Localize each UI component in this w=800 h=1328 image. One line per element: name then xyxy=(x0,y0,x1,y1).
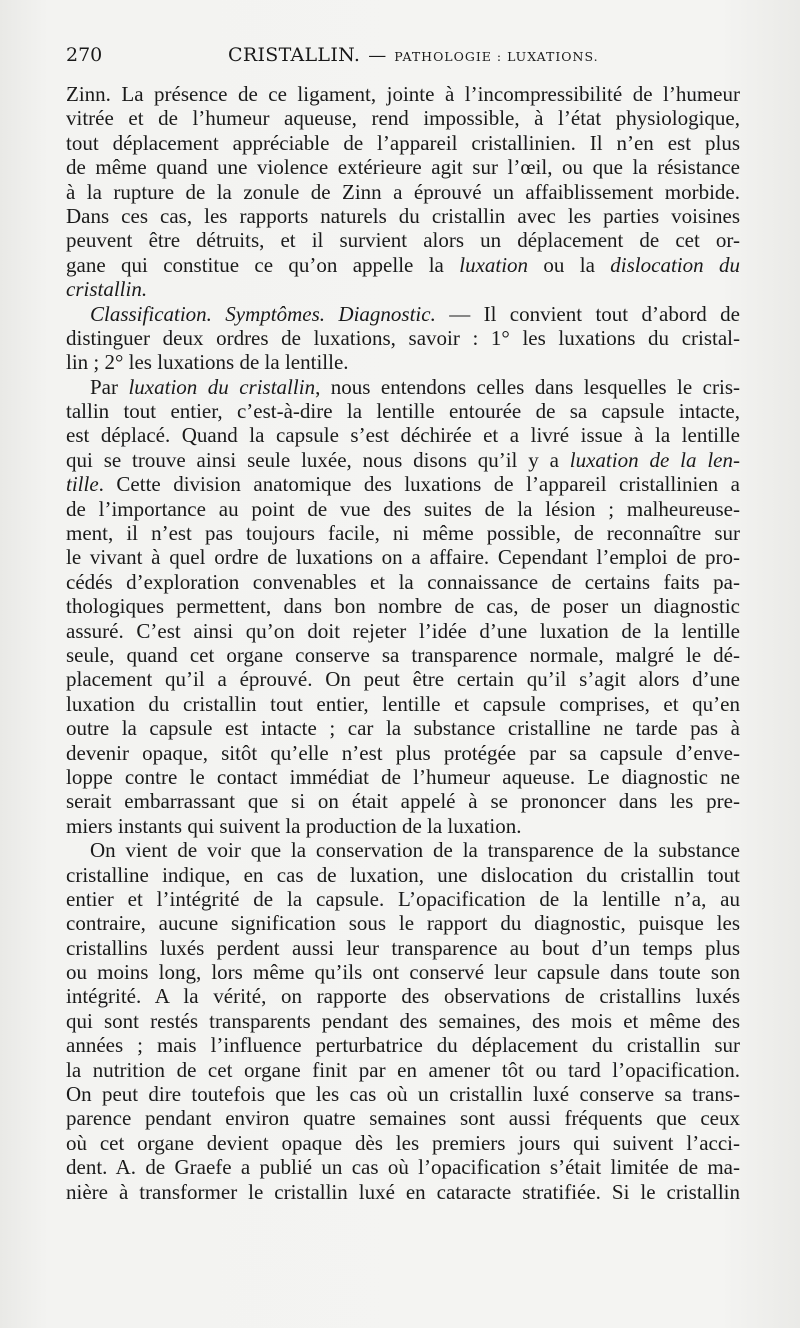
text-line xyxy=(66,643,740,667)
text-line xyxy=(66,570,740,594)
text-segment: tout déplacement appréciable de l’appareil cristallinien. Il n’en est plus xyxy=(66,130,740,155)
text-segment: années ; mais l’influence perturbatrice du déplacement du cristallin sur xyxy=(66,1033,740,1058)
text-line xyxy=(66,497,740,521)
text-line xyxy=(66,545,740,569)
text-line xyxy=(66,180,740,204)
text-line xyxy=(66,399,740,423)
text-line xyxy=(66,228,740,252)
text-segment: luxation du cristallin tout entier, lentille et capsule comprises, et qu’en xyxy=(66,691,740,716)
text-line xyxy=(66,619,740,643)
text-segment: seule, quand cet organe conserve sa transparence normale, malgré le dé- xyxy=(66,642,740,667)
text-line xyxy=(66,350,740,374)
text-line xyxy=(66,326,740,350)
text-segment: Par xyxy=(90,374,129,399)
text-line xyxy=(66,82,740,106)
italic-text: tille xyxy=(66,472,99,497)
text-segment: On peut dire toutefois que les cas où un cristallin luxé conserve sa trans- xyxy=(66,1082,740,1107)
text-line xyxy=(66,1082,740,1106)
body-text xyxy=(66,82,740,1204)
text-line xyxy=(66,253,740,277)
text-segment: de l’importance au point de vue des suites de la lésion ; malheureuse- xyxy=(66,496,740,521)
text-segment: le vivant à quel ordre de luxations on a affaire. Cependant l’emploi de pro- xyxy=(66,545,740,570)
page-header xyxy=(66,44,740,74)
text-segment: est déplacé. Quand la capsule s’est déchirée et a livré issue à la lentille xyxy=(66,423,740,448)
text-segment: qui se trouve ainsi seule luxée, nous disons qu’il y a xyxy=(66,447,570,472)
text-line xyxy=(66,448,740,472)
text-line xyxy=(66,887,740,911)
text-segment: de même quand une violence extérieure agit sur l’œil, ou que la résistance xyxy=(66,155,740,180)
text-line xyxy=(66,863,740,887)
text-segment: cristalline indique, en cas de luxation, une dislocation du cristallin tout xyxy=(66,862,740,887)
text-segment: cédés d’exploration convenables et la connaissance de certains faits pa- xyxy=(66,569,740,594)
text-line xyxy=(66,765,740,789)
text-line xyxy=(66,472,740,496)
text-line xyxy=(66,960,740,984)
text-segment: vitrée et de l’humeur aqueuse, rend impossible, à l’état physiologique, xyxy=(66,106,740,131)
text-segment: parence pendant environ quatre semaines sont aussi fréquents que ceux xyxy=(66,1106,740,1131)
text-line xyxy=(66,692,740,716)
text-line xyxy=(66,131,740,155)
paragraph xyxy=(66,302,740,375)
text-line xyxy=(66,1155,740,1179)
text-segment: assuré. C’est ainsi qu’on doit rejeter l’idée d’une luxation de la lentille xyxy=(66,618,740,643)
text-segment: ment, il n’est pas toujours facile, ni même possible, de reconnaître sur xyxy=(66,521,740,546)
running-head xyxy=(228,44,599,66)
text-segment: On vient de voir que la conservation de la transparence de la substance xyxy=(90,838,740,863)
text-segment: contraire, aucune signification sous le rapport du diagnostic, puisque les xyxy=(66,911,740,936)
text-line xyxy=(66,1058,740,1082)
text-line xyxy=(66,521,740,545)
text-line xyxy=(66,716,740,740)
text-segment: tallin tout entier, c’est-à-dire la lentille entourée de sa capsule intacte, xyxy=(66,399,740,424)
italic-text: Classification. Symptômes. Diagnostic. xyxy=(90,301,436,326)
text-line xyxy=(66,302,740,326)
text-segment: qui sont restés transparents pendant des semaines, des mois et même des xyxy=(66,1008,740,1033)
text-line xyxy=(66,1131,740,1155)
text-line xyxy=(66,741,740,765)
text-line xyxy=(66,155,740,179)
italic-text: luxation du cristallin xyxy=(128,374,316,399)
text-segment: à la rupture de la zonule de Zinn a éprouvé un affaiblissement morbide. xyxy=(66,179,740,204)
text-segment: où cet organe devient opaque dès les premiers jours qui suivent l’acci- xyxy=(66,1130,740,1155)
text-line xyxy=(66,594,740,618)
text-line xyxy=(66,1180,740,1204)
paragraph xyxy=(66,838,740,1204)
text-segment: peuvent être détruits, et il survient alors un déplacement de cet or- xyxy=(66,228,740,253)
text-line xyxy=(66,277,740,301)
text-segment: cristallins luxés perdent aussi leur transparence au bout d’un temps plus xyxy=(66,935,740,960)
text-line xyxy=(66,1106,740,1130)
text-line xyxy=(66,106,740,130)
italic-text: cristallin. xyxy=(66,277,148,302)
text-segment: la nutrition de cet organe finit par en amener tôt ou tard l’opacification. xyxy=(66,1057,740,1082)
text-line xyxy=(66,667,740,691)
text-line xyxy=(66,1009,740,1033)
text-segment: — Il convient tout d’abord de xyxy=(435,301,741,326)
text-line xyxy=(66,1033,740,1057)
running-head-subtitle: PATHOLOGIE : LUXATIONS. xyxy=(394,49,599,64)
text-segment: lin ; 2° les luxations de la lentille. xyxy=(66,350,349,375)
text-line xyxy=(66,423,740,447)
text-segment: distinguer deux ordres de luxations, savoir : 1° les luxations du cristal- xyxy=(66,325,740,350)
text-line xyxy=(66,375,740,399)
text-line xyxy=(66,204,740,228)
text-segment: serait embarrassant que si on était appelé à se prononcer dans les pre- xyxy=(66,789,740,814)
text-line xyxy=(66,936,740,960)
text-line xyxy=(66,838,740,862)
text-segment: dent. A. de Graefe a publié un cas où l’opacification s’était limitée de ma- xyxy=(66,1155,740,1180)
text-segment: outre la capsule est intacte ; car la substance cristalline ne tarde pas à xyxy=(66,716,740,741)
text-segment: ou la xyxy=(528,252,611,277)
text-segment: Zinn. La présence de ce ligament, jointe à l’incompressibilité de l’humeur xyxy=(66,82,740,106)
italic-text: luxation xyxy=(459,252,529,277)
running-head-title: CRISTALLIN. xyxy=(228,44,361,66)
page-number: 270 xyxy=(66,44,103,66)
text-line xyxy=(66,814,740,838)
text-segment: , nous entendons celles dans lesquelles le cris- xyxy=(315,374,740,399)
paragraph xyxy=(66,375,740,838)
text-segment: . Cette division anatomique des luxations de l’appareil cristallinien a xyxy=(98,472,740,497)
text-segment: thologiques permettent, dans bon nombre de cas, de poser un diagnostic xyxy=(66,594,740,619)
text-segment: Dans ces cas, les rapports naturels du cristallin avec les parties voisines xyxy=(66,203,740,228)
text-segment: nière à transformer le cristallin luxé en cataracte stratifiée. Si le cristallin xyxy=(66,1179,740,1204)
text-line xyxy=(66,911,740,935)
text-segment: miers instants qui suivent la production de la luxation. xyxy=(66,813,522,838)
italic-text: luxation de la len- xyxy=(569,447,740,472)
text-segment: loppe contre le contact immédiat de l’humeur aqueuse. Le diagnostic ne xyxy=(66,764,740,789)
italic-text: dislocation du xyxy=(610,252,740,277)
running-head-separator: — xyxy=(368,45,387,66)
text-line xyxy=(66,789,740,813)
text-segment: ou moins long, lors même qu’ils ont conservé leur capsule dans toute son xyxy=(66,960,740,985)
text-segment: devenir opaque, sitôt qu’elle n’est plus protégée par sa capsule d’enve- xyxy=(66,740,740,765)
text-line xyxy=(66,984,740,1008)
text-segment: gane qui constitue ce qu’on appelle la xyxy=(66,252,460,277)
text-segment: entier et l’intégrité de la capsule. L’opacification de la lentille n’a, au xyxy=(66,886,740,911)
text-segment: intégrité. A la vérité, on rapporte des observations de cristallins luxés xyxy=(66,984,740,1009)
paragraph xyxy=(66,82,740,302)
text-segment: placement qu’il a éprouvé. On peut être certain qu’il s’agit alors d’une xyxy=(66,667,740,692)
